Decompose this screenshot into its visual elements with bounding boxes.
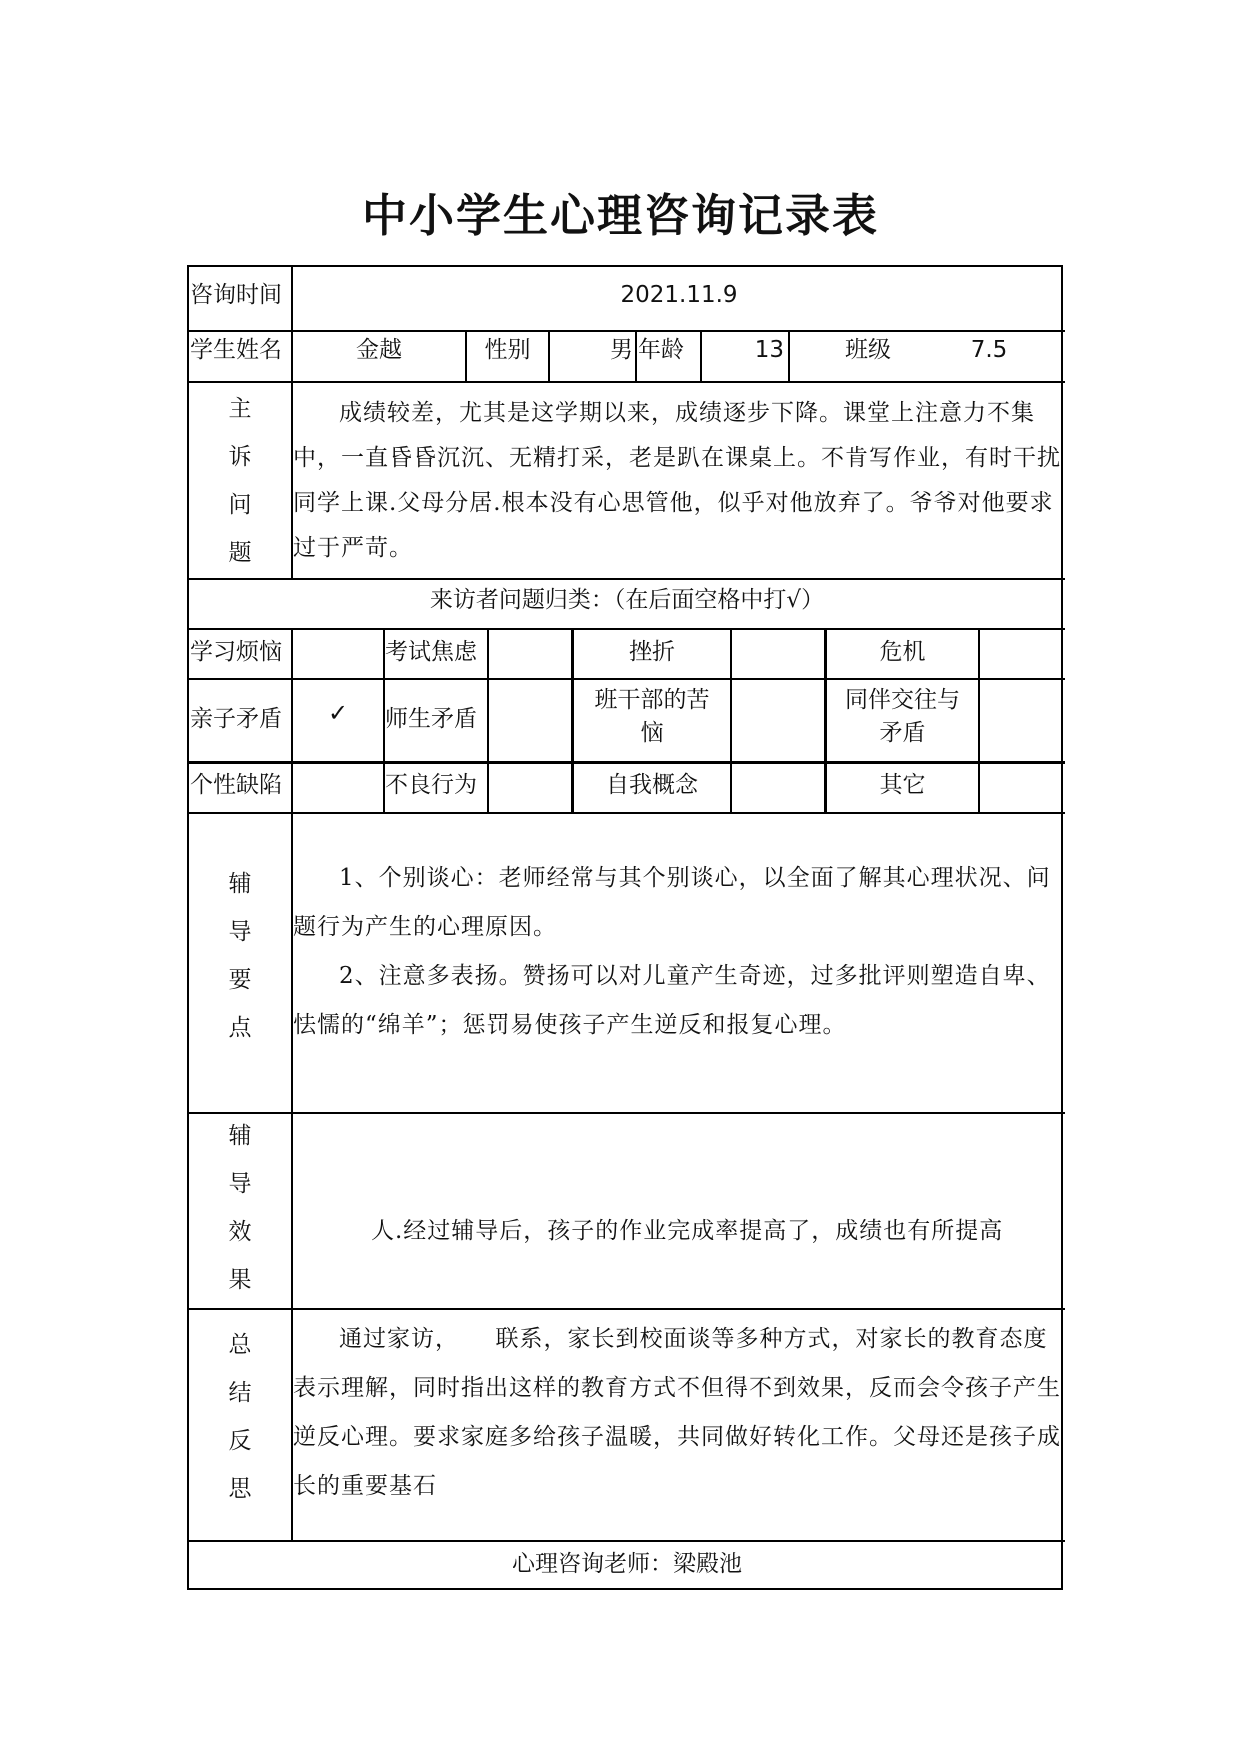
guidance-point-1: 1、个别谈心：老师经常与其个别谈心，以全面了解其心理状况、问题行为产生的心理原因。	[293, 865, 1051, 940]
student-name-value: 金越	[356, 337, 402, 363]
classification-heading: 来访者问题归类：（在后面空格中打√）	[429, 587, 825, 613]
category-class-cadre-1: 班干部的苦	[594, 687, 710, 713]
record-table	[187, 265, 1063, 1590]
category-self-concept: 自我概念	[606, 772, 698, 798]
category-other: 其它	[879, 772, 926, 798]
row-divider	[189, 1540, 1065, 1542]
category-parent-child: 亲子矛盾	[190, 706, 282, 732]
category-bad-behavior: 不良行为	[385, 772, 477, 798]
consult-time-value: 2021.11.9	[620, 282, 738, 308]
category-class-cadre-2: 恼	[640, 720, 664, 746]
row-divider	[189, 761, 1065, 764]
class-label: 班级	[845, 337, 891, 363]
col-divider	[487, 628, 489, 812]
row-divider	[189, 578, 1065, 580]
category-personality: 个性缺陷	[190, 772, 282, 798]
category-study-stress: 学习烦恼	[190, 639, 282, 665]
guidance-text	[293, 854, 1065, 1050]
gender-label: 性别	[484, 337, 531, 363]
guidance-label: 辅 导 要 点	[228, 871, 252, 1041]
category-peer-2: 矛盾	[879, 720, 926, 746]
row-divider	[189, 381, 1065, 383]
student-name-label: 学生姓名	[190, 337, 282, 363]
summary-label: 总 结 反 思	[228, 1332, 252, 1502]
col-divider	[730, 628, 732, 812]
gender-value: 男	[610, 337, 633, 363]
row-divider	[189, 330, 1065, 332]
complaint-label: 主 诉 问 题	[228, 396, 252, 566]
category-peer-1: 同伴交往与	[845, 687, 960, 713]
mark-parent-child[interactable]: ✓	[327, 699, 349, 727]
age-label: 年龄	[638, 337, 684, 363]
consult-time-label: 咨询时间	[190, 282, 282, 308]
row-divider	[189, 1308, 1065, 1310]
teacher-name: 梁殿池	[673, 1551, 742, 1577]
teacher-label: 心理咨询老师：	[512, 1551, 673, 1577]
age-value: 13	[754, 337, 784, 363]
col-divider	[635, 330, 637, 381]
row-divider	[189, 812, 1065, 814]
effect-text: 人.经过辅导后，孩子的作业完成率提高了，成绩也有所提高	[371, 1218, 1004, 1244]
row-divider	[189, 628, 1065, 630]
summary-text: 通过家访， 联系，家长到校面谈等多种方式，对家长的教育态度表示理解，同时指出这样的教育方式不但得不到效果，反而会令孩子产生逆反心理。要求家庭多给孩子温暖，共同做好转化工作。父母还是孩子成长的重要基石	[293, 1326, 1061, 1499]
row-divider	[189, 678, 1065, 680]
category-frustration: 挫折	[629, 639, 675, 665]
category-exam-anxiety: 考试焦虑	[385, 639, 477, 665]
category-teacher-student: 师生矛盾	[385, 706, 477, 732]
teacher-signature-line	[189, 1549, 1065, 1579]
effect-label: 辅 导 效 果	[228, 1123, 252, 1293]
page-title: 中小学生心理咨询记录表	[361, 189, 879, 242]
category-crisis: 危机	[879, 639, 926, 665]
row-divider	[189, 1112, 1065, 1114]
class-value: 7.5	[970, 337, 1008, 363]
guidance-point-2: 2、注意多表扬。赞扬可以对儿童产生奇迹，过多批评则塑造自卑、怯懦的“绵羊”；惩罚易使孩子产生逆反和报复心理。	[293, 963, 1051, 1038]
complaint-text: 成绩较差，尤其是这学期以来，成绩逐步下降。课堂上注意力不集中，一直昏昏沉沉、无精打采，老是趴在课桌上。不肯写作业，有时干扰同学上课.父母分居.根本没有心思管他，似乎对他放弃了。爷爷对他要求过于严苛。	[293, 400, 1061, 561]
col-divider	[978, 628, 980, 812]
